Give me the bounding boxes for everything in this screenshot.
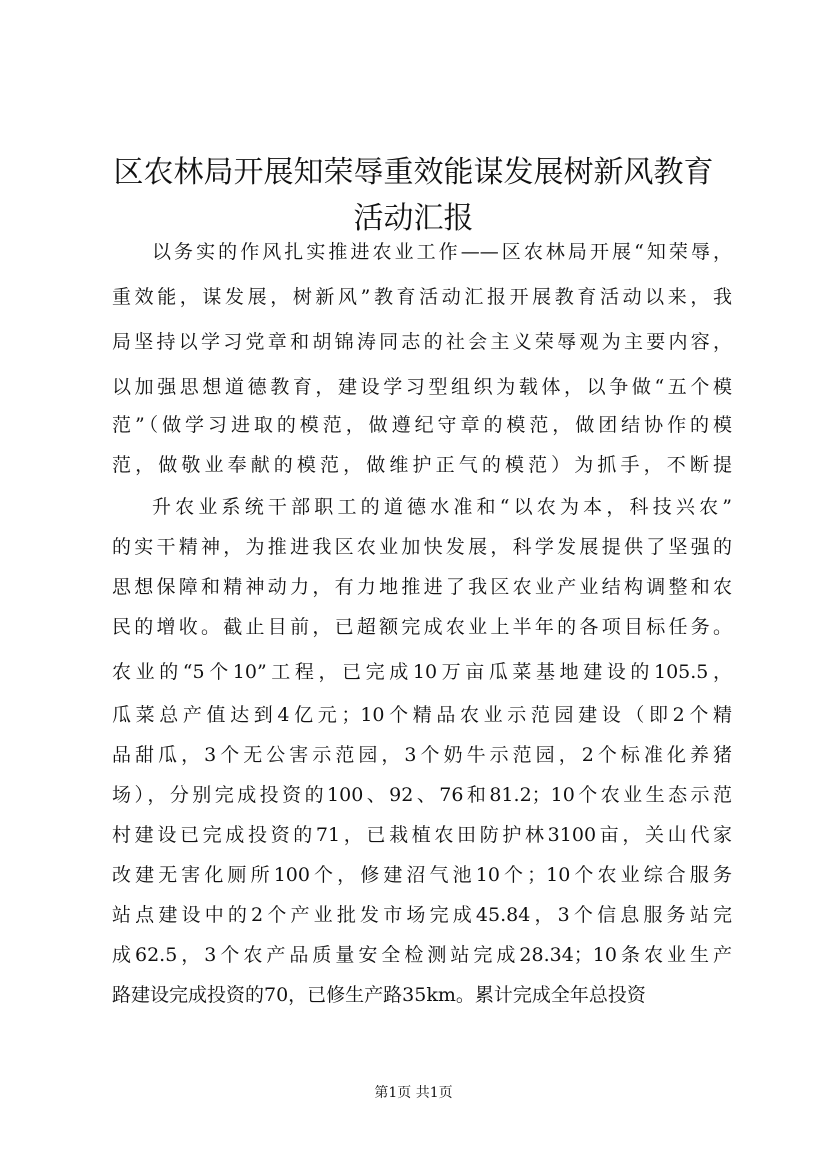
- body-line: 的实干精神，为推进我区农业加快发展，科学发展提供了坚强的: [112, 536, 732, 558]
- body-line: 民的增收。截止目前，已超额完成农业上半年的各项目标任务。: [112, 616, 732, 638]
- body-line: 农业的“5个10”工程，已完成10万亩瓜菜基地建设的105.5，: [112, 661, 732, 683]
- body-line: 场），分别完成投资的100、92、76和81.2；10个农业生态示范: [112, 784, 732, 806]
- body-line: 村建设已完成投资的71，已栽植农田防护林3100亩，关山代家: [112, 824, 732, 846]
- body-line: 思想保障和精神动力，有力地推进了我区农业产业结构调整和农: [112, 576, 732, 598]
- body-line: 局坚持以学习党章和胡锦涛同志的社会主义荣辱观为主要内容，: [112, 331, 732, 353]
- body-line: 改建无害化厕所100个，修建沼气池10个；10个农业综合服务: [112, 864, 732, 886]
- body-line: 范，做敬业奉献的模范，做维护正气的模范）为抓手，不断提: [112, 454, 732, 476]
- body-line: 品甜瓜，3个无公害示范园，3个奶牛示范园，2个标准化养猪: [112, 744, 732, 766]
- body-line: 路建设完成投资的70，已修生产路35km。累计完成全年总投资: [112, 984, 646, 1006]
- body-line: 升农业系统干部职工的道德水准和“以农为本，科技兴农”: [152, 496, 732, 518]
- document-title-line-1: 区农林局开展知荣辱重效能谋发展树新风教育: [113, 155, 714, 190]
- body-line: 瓜菜总产值达到4亿元；10个精品农业示范园建设（即2个精: [112, 704, 732, 726]
- body-line: 成62.5，3个农产品质量安全检测站完成28.34；10条农业生产: [112, 944, 732, 966]
- body-line: 范”（做学习进取的模范，做遵纪守章的模范，做团结协作的模: [112, 414, 732, 436]
- body-line: 站点建设中的2个产业批发市场完成45.84，3个信息服务站完: [112, 904, 732, 926]
- document-title-line-2: 活动汇报: [353, 201, 474, 236]
- body-line: 重效能，谋发展，树新风”教育活动汇报开展教育活动以来，我: [112, 286, 732, 308]
- body-line: 以务实的作风扎实推进农业工作——区农林局开展“知荣辱，: [152, 241, 732, 263]
- page-number-footer: 第1页 共1页: [374, 1085, 453, 1101]
- body-line: 以加强思想道德教育，建设学习型组织为载体，以争做“五个模: [112, 376, 732, 398]
